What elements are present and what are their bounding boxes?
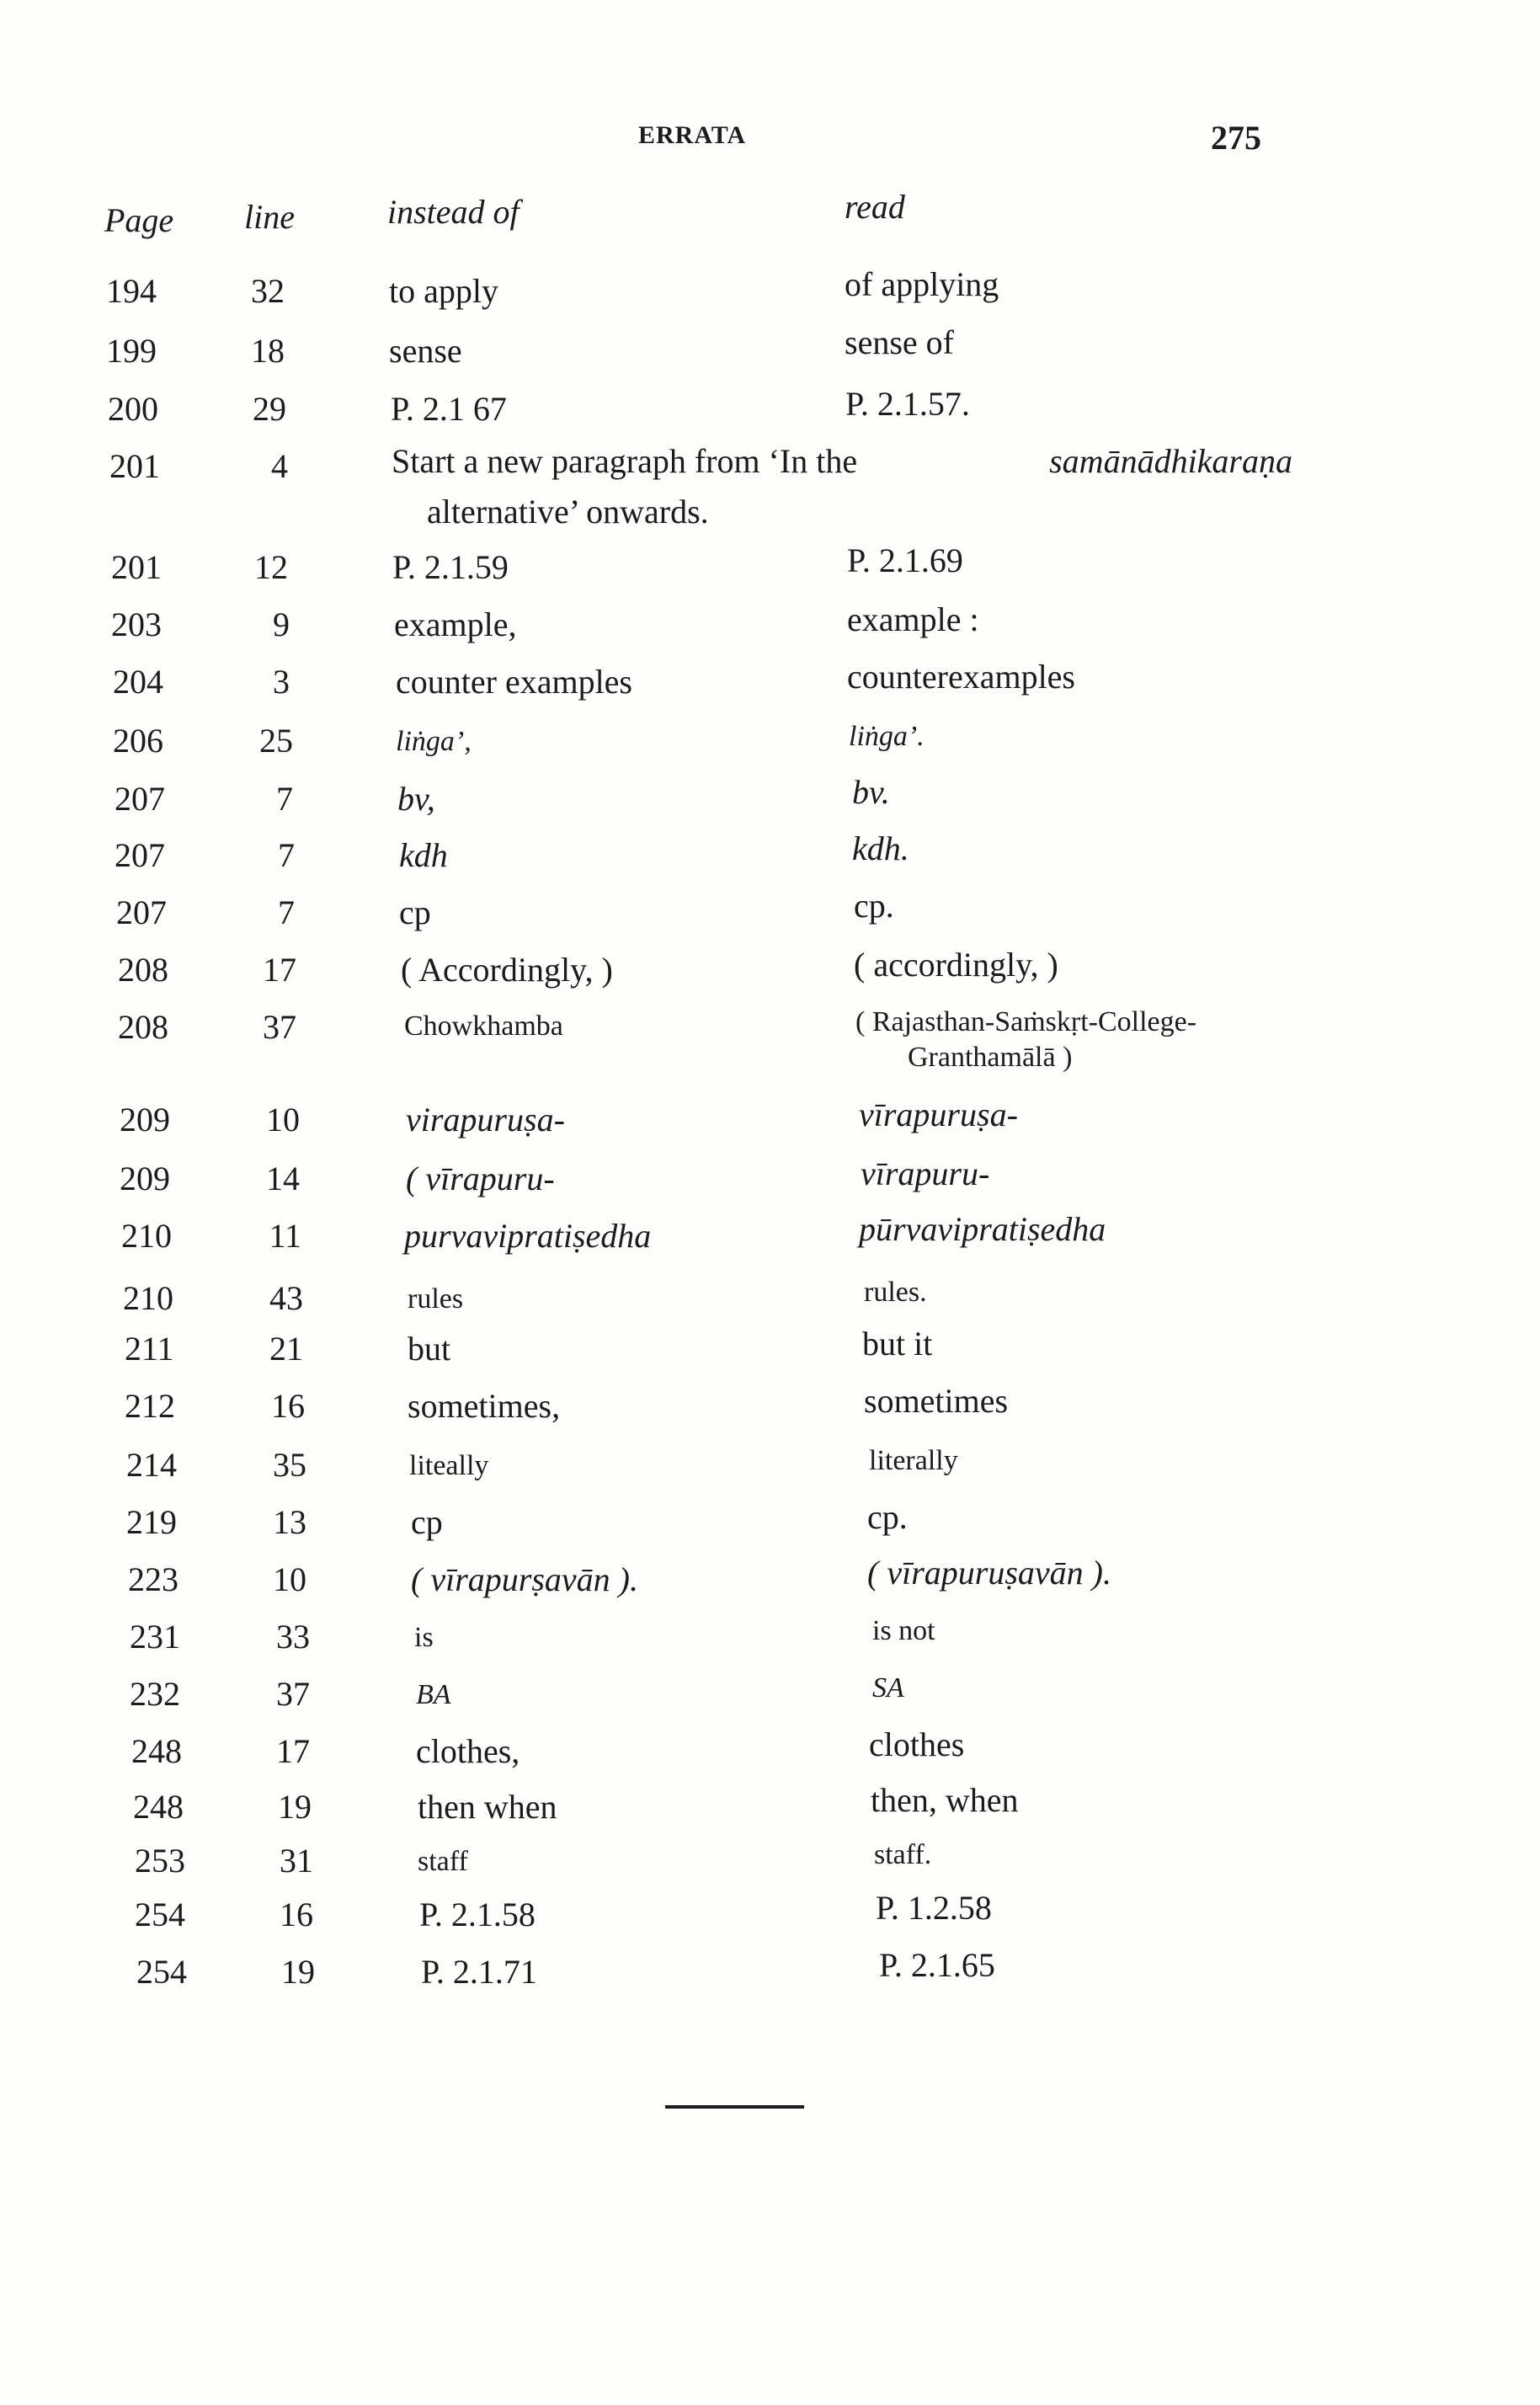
instead-of-cell: BA bbox=[416, 1679, 451, 1710]
note-line-2: alternative’ onwards. bbox=[427, 493, 709, 531]
running-title: ERRATA bbox=[638, 121, 747, 149]
read-cell: sense of bbox=[845, 323, 954, 361]
instead-of-cell: liteally bbox=[409, 1450, 489, 1481]
instead-of-cell: Chowkhamba bbox=[404, 1011, 563, 1042]
line-cell: 7 bbox=[278, 836, 295, 874]
read-cell: is not bbox=[872, 1615, 935, 1646]
table-row bbox=[0, 385, 1540, 440]
page-cell: 223 bbox=[128, 1560, 179, 1598]
table-row-note bbox=[0, 442, 1540, 531]
note-line-1 bbox=[392, 436, 1292, 487]
page-cell: 204 bbox=[113, 663, 163, 701]
table-row bbox=[0, 887, 1540, 943]
line-cell: 37 bbox=[263, 1008, 296, 1046]
column-header-page: Page bbox=[104, 201, 174, 239]
read-cell: counterexamples bbox=[847, 658, 1075, 696]
read-cell: liṅga’. bbox=[849, 721, 925, 752]
read-cell: ( vīrapuruṣavān ). bbox=[867, 1554, 1111, 1592]
line-cell: 25 bbox=[259, 722, 293, 760]
line-cell: 17 bbox=[276, 1732, 310, 1770]
read-cell: ( accordingly, ) bbox=[854, 946, 1058, 984]
page-cell: 212 bbox=[125, 1387, 175, 1425]
instead-of-cell: bv, bbox=[397, 780, 435, 818]
line-cell: 17 bbox=[263, 951, 296, 989]
line-cell: 12 bbox=[254, 548, 288, 586]
page-cell: 194 bbox=[106, 272, 157, 310]
read-cell: rules. bbox=[864, 1277, 927, 1308]
line-cell: 3 bbox=[273, 663, 290, 701]
instead-of-cell: clothes, bbox=[416, 1732, 520, 1770]
page-cell: 207 bbox=[116, 893, 167, 931]
table-row bbox=[0, 1781, 1540, 1837]
line-cell: 7 bbox=[276, 780, 293, 818]
column-header-line: line bbox=[244, 198, 295, 236]
table-row bbox=[0, 1382, 1540, 1437]
instead-of-cell: kdh bbox=[399, 836, 448, 874]
instead-of-cell: counter examples bbox=[396, 663, 632, 701]
read-cell: P. 2.1.57. bbox=[845, 385, 970, 423]
instead-of-cell: ( vīrapurṣavān ). bbox=[411, 1560, 638, 1598]
page-cell: 232 bbox=[130, 1675, 180, 1713]
page-cell: 254 bbox=[136, 1953, 187, 1991]
instead-of-cell: purvavipratiṣedha bbox=[404, 1217, 652, 1255]
table-row bbox=[0, 541, 1540, 598]
line-cell: 18 bbox=[251, 332, 285, 370]
line-cell: 10 bbox=[266, 1101, 300, 1139]
table-row bbox=[0, 1889, 1540, 1945]
read-cell: P. 2.1.65 bbox=[879, 1946, 995, 1984]
line-cell: 9 bbox=[273, 605, 290, 643]
line-cell: 32 bbox=[251, 272, 285, 310]
line-cell: 33 bbox=[276, 1618, 310, 1656]
table-row bbox=[0, 1210, 1540, 1266]
table-row bbox=[0, 1096, 1540, 1150]
page-cell: 210 bbox=[121, 1217, 172, 1255]
line-cell: 31 bbox=[280, 1842, 313, 1880]
read-cell: then, when bbox=[871, 1781, 1019, 1819]
table-row bbox=[0, 1946, 1540, 2002]
instead-of-cell: staff bbox=[418, 1846, 468, 1877]
read-cell-continued: Granthamālā ) bbox=[908, 1042, 1073, 1073]
read-cell: vīrapuru- bbox=[861, 1155, 990, 1192]
page-cell: 253 bbox=[135, 1842, 185, 1880]
line-cell: 10 bbox=[273, 1560, 306, 1598]
column-header-instead-of: instead of bbox=[387, 193, 520, 231]
page-cell: 248 bbox=[131, 1732, 182, 1770]
instead-of-cell: virapuruṣa- bbox=[406, 1101, 565, 1139]
instead-of-cell: P. 2.1.58 bbox=[419, 1896, 536, 1933]
line-cell: 16 bbox=[271, 1387, 305, 1425]
instead-of-cell: P. 2.1.71 bbox=[421, 1953, 537, 1991]
read-cell: staff. bbox=[874, 1839, 932, 1870]
instead-of-cell: rules bbox=[408, 1283, 464, 1314]
read-cell: cp. bbox=[867, 1498, 908, 1536]
read-cell: sometimes bbox=[864, 1382, 1009, 1420]
instead-of-cell: but bbox=[408, 1330, 451, 1368]
table-row bbox=[0, 600, 1540, 655]
table-row bbox=[0, 773, 1540, 829]
page-cell: 208 bbox=[118, 1008, 168, 1046]
table-row bbox=[0, 946, 1540, 1000]
read-cell: clothes bbox=[869, 1725, 965, 1763]
instead-of-cell: sometimes, bbox=[408, 1387, 561, 1425]
page-cell: 248 bbox=[133, 1788, 184, 1826]
instead-of-cell: then when bbox=[418, 1788, 557, 1826]
page-cell: 207 bbox=[115, 780, 165, 818]
page-cell: 211 bbox=[125, 1330, 174, 1368]
line-cell: 35 bbox=[273, 1446, 306, 1484]
line-cell: 43 bbox=[269, 1279, 303, 1317]
page-cell: 209 bbox=[120, 1101, 170, 1139]
instead-of-cell bbox=[392, 436, 1301, 537]
column-header-read: read bbox=[845, 188, 905, 226]
instead-of-cell: liṅga’, bbox=[396, 726, 472, 757]
page-cell: 200 bbox=[108, 390, 158, 428]
line-cell: 19 bbox=[281, 1953, 315, 1991]
page-cell: 203 bbox=[111, 605, 162, 643]
table-row bbox=[0, 1278, 1540, 1329]
page-cell: 209 bbox=[120, 1160, 170, 1197]
page-cell: 219 bbox=[126, 1503, 177, 1541]
table-row bbox=[0, 1554, 1540, 1610]
table-row bbox=[0, 1674, 1540, 1725]
table-row bbox=[0, 1841, 1540, 1891]
table-row bbox=[0, 1325, 1540, 1379]
page-cell: 199 bbox=[106, 332, 157, 370]
read-cell: but it bbox=[862, 1325, 933, 1362]
footer-rule bbox=[665, 2105, 804, 2109]
read-cell: example : bbox=[847, 600, 979, 638]
read-cell: pūrvavipratiṣedha bbox=[859, 1210, 1106, 1248]
instead-of-cell: example, bbox=[394, 605, 517, 643]
page-cell: 254 bbox=[135, 1896, 185, 1933]
line-cell: 29 bbox=[253, 390, 286, 428]
instead-of-cell: P. 2.1 67 bbox=[391, 390, 507, 428]
instead-of-cell: is bbox=[414, 1622, 434, 1653]
page-cell: 210 bbox=[123, 1279, 173, 1317]
table-row bbox=[0, 1155, 1540, 1209]
table-row bbox=[0, 265, 1540, 322]
line-cell: 13 bbox=[273, 1503, 306, 1541]
table-row bbox=[0, 1725, 1540, 1782]
table-row bbox=[0, 658, 1540, 712]
page-cell: 201 bbox=[109, 447, 160, 485]
line-cell: 21 bbox=[269, 1330, 303, 1368]
read-cell: P. 1.2.58 bbox=[876, 1889, 992, 1927]
read-cell: bv. bbox=[852, 773, 890, 811]
instead-of-cell: P. 2.1.59 bbox=[392, 548, 509, 586]
instead-of-cell: cp bbox=[399, 893, 431, 931]
table-row bbox=[0, 323, 1540, 381]
page-number: 275 bbox=[1211, 119, 1261, 157]
table-row bbox=[0, 829, 1540, 886]
read-cell: cp. bbox=[854, 887, 894, 925]
page-cell: 201 bbox=[111, 548, 162, 586]
table-row bbox=[0, 1445, 1540, 1496]
read-cell: kdh. bbox=[852, 829, 909, 867]
read-cell: ( Rajasthan-Saṁskṛt-College- bbox=[855, 1006, 1197, 1037]
instead-of-cell: ( vīrapuru- bbox=[406, 1160, 555, 1197]
line-cell: 7 bbox=[278, 893, 295, 931]
line-cell: 14 bbox=[266, 1160, 300, 1197]
line-cell: 16 bbox=[280, 1896, 313, 1933]
line-cell: 19 bbox=[278, 1788, 312, 1826]
page-cell: 208 bbox=[118, 951, 168, 989]
table-row bbox=[0, 721, 1540, 771]
table-row bbox=[0, 1006, 1540, 1073]
read-cell: of applying bbox=[845, 265, 999, 303]
instead-of-cell: sense bbox=[389, 332, 462, 370]
read-cell: literally bbox=[869, 1445, 958, 1476]
read-cell: vīrapuruṣa- bbox=[859, 1096, 1018, 1133]
line-cell: 11 bbox=[269, 1217, 301, 1255]
table-row bbox=[0, 1498, 1540, 1553]
instead-of-cell: cp bbox=[411, 1503, 443, 1541]
read-cell: SA bbox=[872, 1672, 904, 1704]
read-cell: P. 2.1.69 bbox=[847, 541, 963, 579]
page-cell: 214 bbox=[126, 1446, 177, 1484]
line-cell: 4 bbox=[271, 447, 288, 485]
page-cell: 207 bbox=[115, 836, 165, 874]
page-cell: 206 bbox=[113, 722, 163, 760]
note-text: Start a new paragraph from ‘In the bbox=[392, 442, 858, 480]
page-cell: 231 bbox=[130, 1618, 180, 1656]
line-cell: 37 bbox=[276, 1675, 310, 1713]
table-row bbox=[0, 1617, 1540, 1667]
instead-of-cell: ( Accordingly, ) bbox=[401, 951, 613, 989]
note-term: samānādhikaraṇa bbox=[1049, 442, 1292, 480]
instead-of-cell: to apply bbox=[389, 272, 498, 310]
